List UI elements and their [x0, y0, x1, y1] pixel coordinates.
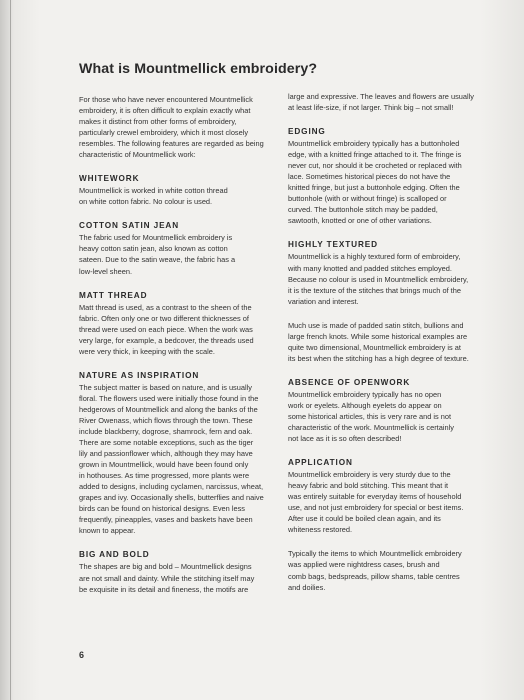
right-column — [288, 91, 500, 606]
whitework-paragraph: Mountmellick is worked in white cotton thread on white cotton fabric. No colour is used. — [79, 186, 228, 207]
edging-heading: EDGING — [288, 127, 326, 137]
openwork-heading: ABSENCE OF OPENWORK — [288, 377, 411, 387]
page-number: 6 — [79, 650, 85, 660]
satin-jean-heading: COTTON SATIN JEAN — [79, 221, 180, 231]
intro-paragraph: For those who have never encountered Mountmellick embroidery, it is often difficult to explain exactly what makes it distinct from other forms of embroidery, particularly crewel embroidery, which it most closely resembles. The following features are regarded as being characteristic of Mountmellick work: — [79, 95, 264, 160]
highly-textured-paragraph-2: Much use is made of padded satin stitch, bullions and large french knots. While some historical examples are quite two dimensional, Mountmellick embroidery is at its best when the stitching has a high degree of texture. — [288, 320, 469, 363]
openwork-paragraph: Mountmellick embroidery typically has no open work or eyelets. Although eyelets do appear on some historical articles, this is very rare and is not characteristic of the work. Mountmellick is certainly not lace as it is so often described! — [288, 389, 454, 444]
nature-paragraph: The subject matter is based on nature, and is usually floral. The flowers used were initially those found in the hedgerows of Mountmellick and along the banks of the River Owenass, which flows through the town. These include blackberry, dogrose, shamrock, fern and oak. There are some notable exceptions, such as the tiger lily and passionflower which, although they may have grown in Mountmellick, would have been found only in hothouses. As time progressed, more plants were added to designs, including cyclamen, narcissus, wheat, grapes and ivy. Occasionally shells, butterflies and naive birds can be found on historical designs. Even less frequently, pineapples, vases and baskets have been known to appear. — [79, 382, 264, 536]
edging-paragraph: Mountmellick embroidery typically has a buttonholed edge, with a knitted fringe attached to it. The fringe is never cut, nor should it be crocheted or replaced with lace. Sometimes historical pieces do not have the knitted fringe, but just a buttonhole edging. Often the buttonhole (with or without fringe) is scalloped or curved. The buttonhole stitch may be padded, sawtooth, knotted or one of other variations. — [288, 139, 462, 226]
nature-heading: NATURE AS INSPIRATION — [79, 370, 200, 380]
left-column — [79, 94, 291, 608]
big-bold-paragraph: The shapes are big and bold – Mountmellick designs are not small and dainty. While the stitching itself may be exquisite in its detail and fineness, the motifs are — [79, 562, 255, 594]
highly-textured-heading: HIGHLY TEXTURED — [288, 240, 378, 250]
matt-thread-paragraph: Matt thread is used, as a contrast to the sheen of the fabric. Often only one or two different thicknesses of thread were used on each piece. When the work was very large, for example, a bedcover, the threads used were very thick, in keeping with the scale. — [79, 302, 254, 356]
application-heading: APPLICATION — [288, 458, 353, 468]
application-paragraph-2: Typically the items to which Mountmellick embroidery was applied were nightdress cases, brush and comb bags, bedspreads, pillow shams, table centres and doilies. — [288, 549, 462, 592]
page-title: What is Mountmellick embroidery? — [79, 61, 318, 77]
whitework-heading: WHITEWORK — [79, 174, 140, 184]
big-bold-heading: BIG AND BOLD — [79, 550, 150, 560]
highly-textured-paragraph-1: Mountmellick is a highly textured form of embroidery, with many knotted and padded stitches employed. Because no colour is used in Mountmellick embroidery, it is the texture of the stitches that brings much of the variation and interest. — [288, 252, 469, 306]
binding-fold — [10, 0, 11, 700]
satin-jean-paragraph: The fabric used for Mountmellick embroidery is heavy cotton satin jean, also known as cotton sateen. Due to the satin weave, the fabric has a low-level sheen. — [79, 233, 236, 276]
matt-thread-heading: MATT THREAD — [79, 290, 148, 300]
application-paragraph-1: Mountmellick embroidery is very sturdy due to the heavy fabric and bold stitching. This meant that it was entirely suitable for everyday items of household use, and not just embroidery for special or best items. After use it could be boiled clean again, and its whiteness restored. — [288, 470, 464, 535]
continuation-paragraph: large and expressive. The leaves and flowers are usually at least life-size, if not larger. Think big – not small! — [288, 92, 474, 113]
